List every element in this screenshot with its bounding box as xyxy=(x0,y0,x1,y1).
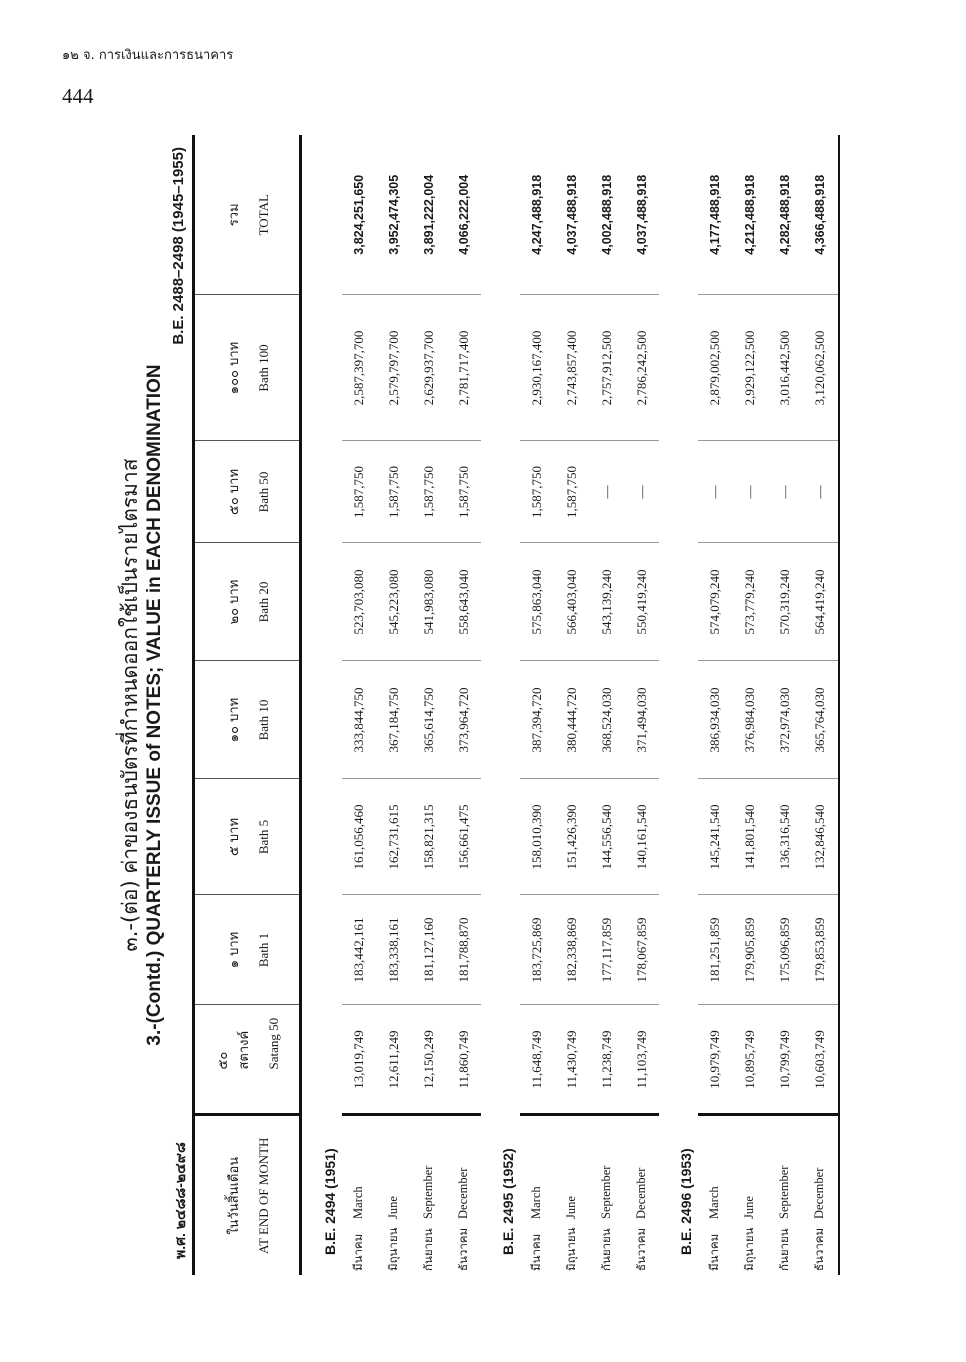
total-cell: 4,247,488,918 xyxy=(520,135,555,295)
value-cell: 11,430,749 xyxy=(555,1005,590,1115)
value-cell: 11,860,749 xyxy=(446,1005,481,1115)
value-cell: 1,587,750 xyxy=(412,441,447,543)
table-row xyxy=(802,135,839,1275)
column-header-satang50: ๕๐ สตางค์ Satang 50 xyxy=(194,1005,301,1115)
table-row xyxy=(555,135,590,1275)
month-cell xyxy=(802,1115,839,1275)
month-cell xyxy=(698,1115,733,1275)
value-cell: 175,096,859 xyxy=(767,895,802,1005)
value-cell: — xyxy=(733,441,768,543)
total-cell: 4,002,488,918 xyxy=(590,135,625,295)
value-cell: 380,444,720 xyxy=(555,661,590,779)
value-cell: 2,929,122,500 xyxy=(733,295,768,441)
table-row xyxy=(377,135,412,1275)
month-english: March xyxy=(529,1186,544,1219)
period-thai: พ.ศ. ๒๔๘๘-๒๔๙๘ xyxy=(172,1142,188,1259)
value-cell: 523,703,080 xyxy=(342,543,377,661)
value-cell: — xyxy=(802,441,839,543)
value-cell: — xyxy=(767,441,802,543)
total-cell: 3,952,474,305 xyxy=(377,135,412,295)
notes-issue-table xyxy=(192,135,840,1275)
value-cell: 141,801,540 xyxy=(733,779,768,895)
month-thai: มีนาคม xyxy=(707,1233,722,1271)
value-cell: 181,788,870 xyxy=(446,895,481,1005)
value-cell: 372,974,030 xyxy=(767,661,802,779)
value-cell: 2,786,242,500 xyxy=(624,295,659,441)
table-row xyxy=(412,135,447,1275)
value-cell: 10,979,749 xyxy=(698,1005,733,1115)
value-cell: 10,603,749 xyxy=(802,1005,839,1115)
month-cell xyxy=(733,1115,768,1275)
month-cell xyxy=(590,1115,625,1275)
month-thai: ธันวาคม xyxy=(633,1227,648,1271)
table-row xyxy=(733,135,768,1275)
value-cell: 365,764,030 xyxy=(802,661,839,779)
value-cell: 387,394,720 xyxy=(520,661,555,779)
year-row xyxy=(301,135,343,1275)
year-row xyxy=(481,135,520,1275)
value-cell: 12,150,249 xyxy=(412,1005,447,1115)
value-cell: 2,930,167,400 xyxy=(520,295,555,441)
value-cell: 12,611,249 xyxy=(377,1005,412,1115)
value-cell: 368,524,030 xyxy=(590,661,625,779)
value-cell: 2,879,002,500 xyxy=(698,295,733,441)
value-cell: 156,661,475 xyxy=(446,779,481,895)
month-cell xyxy=(767,1115,802,1275)
year-label: B.E. 2495 (1952) xyxy=(499,1148,516,1255)
value-cell: 573,779,240 xyxy=(733,543,768,661)
month-cell xyxy=(377,1115,412,1275)
table-row xyxy=(624,135,659,1275)
value-cell: 183,442,161 xyxy=(342,895,377,1005)
value-cell: 564,419,240 xyxy=(802,543,839,661)
value-cell: 3,120,062,500 xyxy=(802,295,839,441)
value-cell: 145,241,540 xyxy=(698,779,733,895)
value-cell: 1,587,750 xyxy=(342,441,377,543)
value-cell: 574,079,240 xyxy=(698,543,733,661)
value-cell: 179,853,859 xyxy=(802,895,839,1005)
month-english: September xyxy=(421,1165,436,1219)
total-cell: 4,177,488,918 xyxy=(698,135,733,295)
value-cell: 545,223,080 xyxy=(377,543,412,661)
value-cell: 365,614,750 xyxy=(412,661,447,779)
value-cell: 3,016,442,500 xyxy=(767,295,802,441)
column-header-bath10: ๑๐ บาท Bath 10 xyxy=(194,661,301,779)
value-cell: 161,056,460 xyxy=(342,779,377,895)
column-header-bath50: ๕๐ บาท Bath 50 xyxy=(194,441,301,543)
value-cell: 158,010,390 xyxy=(520,779,555,895)
month-english: September xyxy=(776,1165,791,1219)
value-cell: 10,799,749 xyxy=(767,1005,802,1115)
rotated-table-block xyxy=(108,135,840,1275)
table-row xyxy=(767,135,802,1275)
value-cell: 183,725,869 xyxy=(520,895,555,1005)
month-thai: ธันวาคม xyxy=(812,1227,827,1271)
value-cell: 1,587,750 xyxy=(446,441,481,543)
month-english: December xyxy=(812,1167,827,1219)
year-label: B.E. 2494 (1951) xyxy=(322,1148,339,1255)
month-english: December xyxy=(455,1167,470,1219)
value-cell: 1,587,750 xyxy=(520,441,555,543)
month-thai: มิถุนายน xyxy=(741,1227,756,1271)
value-cell: 575,863,040 xyxy=(520,543,555,661)
total-cell: 3,824,251,650 xyxy=(342,135,377,295)
value-cell: 158,821,315 xyxy=(412,779,447,895)
column-header-total: รวม TOTAL xyxy=(194,135,301,295)
value-cell: 570,319,240 xyxy=(767,543,802,661)
value-cell: 2,743,857,400 xyxy=(555,295,590,441)
value-cell: 181,127,160 xyxy=(412,895,447,1005)
value-cell: 2,579,797,700 xyxy=(377,295,412,441)
value-cell: 373,964,720 xyxy=(446,661,481,779)
month-english: June xyxy=(386,1196,401,1219)
table-row xyxy=(520,135,555,1275)
value-cell: — xyxy=(590,441,625,543)
month-cell xyxy=(446,1115,481,1275)
value-cell: 566,403,040 xyxy=(555,543,590,661)
value-cell: 182,338,869 xyxy=(555,895,590,1005)
value-cell: 178,067,859 xyxy=(624,895,659,1005)
year-row xyxy=(659,135,698,1275)
column-header-bath5: ๕ บาท Bath 5 xyxy=(194,779,301,895)
value-cell: 367,184,750 xyxy=(377,661,412,779)
period-english: B.E. 2488–2498 (1945–1955) xyxy=(170,147,187,345)
month-english: June xyxy=(564,1196,579,1219)
value-cell: 144,556,540 xyxy=(590,779,625,895)
running-head: ๑๒ จ. การเงินและการธนาคาร xyxy=(62,48,234,63)
table-title-thai: ๓.-(ต่อ) ค่าของธนบัตรที่กำหนดออกใช้เป็นรายไตรมาส xyxy=(118,458,142,952)
month-english: September xyxy=(598,1165,613,1219)
total-cell: 4,212,488,918 xyxy=(733,135,768,295)
value-cell: 2,757,912,500 xyxy=(590,295,625,441)
table-title-english: 3.-(Contd.) QUARTERLY ISSUE of NOTES; VALUE in EACH DENOMINATION xyxy=(144,364,165,1046)
value-cell: 1,587,750 xyxy=(377,441,412,543)
total-cell: 4,037,488,918 xyxy=(624,135,659,295)
value-cell: 151,426,390 xyxy=(555,779,590,895)
value-cell: 543,139,240 xyxy=(590,543,625,661)
value-cell: 1,587,750 xyxy=(555,441,590,543)
month-thai: กันยายน xyxy=(598,1228,613,1271)
total-cell: 4,282,488,918 xyxy=(767,135,802,295)
column-header-month: ในวันสิ้นเดือน AT END OF MONTH xyxy=(194,1115,301,1275)
column-header-bath100: ๑๐๐ บาท Bath 100 xyxy=(194,295,301,441)
month-cell xyxy=(624,1115,659,1275)
month-thai: มีนาคม xyxy=(529,1233,544,1271)
header-row xyxy=(194,135,301,1275)
total-cell: 3,891,222,004 xyxy=(412,135,447,295)
column-header-bath20: ๒๐ บาท Bath 20 xyxy=(194,543,301,661)
value-cell: 2,587,397,700 xyxy=(342,295,377,441)
value-cell: 550,419,240 xyxy=(624,543,659,661)
value-cell: 371,494,030 xyxy=(624,661,659,779)
value-cell: 13,019,749 xyxy=(342,1005,377,1115)
total-cell: 4,037,488,918 xyxy=(555,135,590,295)
value-cell: 11,648,749 xyxy=(520,1005,555,1115)
total-cell: 4,366,488,918 xyxy=(802,135,839,295)
value-cell: 136,316,540 xyxy=(767,779,802,895)
value-cell: 140,161,540 xyxy=(624,779,659,895)
table-row xyxy=(590,135,625,1275)
value-cell: 376,984,030 xyxy=(733,661,768,779)
month-cell xyxy=(520,1115,555,1275)
value-cell: 333,844,750 xyxy=(342,661,377,779)
month-thai: ธันวาคม xyxy=(455,1227,470,1271)
month-cell xyxy=(555,1115,590,1275)
value-cell: 558,643,040 xyxy=(446,543,481,661)
total-cell: 4,066,222,004 xyxy=(446,135,481,295)
table-row xyxy=(698,135,733,1275)
value-cell: 541,983,080 xyxy=(412,543,447,661)
value-cell: 132,846,540 xyxy=(802,779,839,895)
page-number: 444 xyxy=(62,84,94,108)
value-cell: 183,338,161 xyxy=(377,895,412,1005)
month-cell xyxy=(342,1115,377,1275)
value-cell: 11,103,749 xyxy=(624,1005,659,1115)
value-cell: 177,117,859 xyxy=(590,895,625,1005)
month-english: March xyxy=(707,1186,722,1219)
month-english: March xyxy=(351,1186,366,1219)
month-thai: มีนาคม xyxy=(351,1233,366,1271)
value-cell: 2,629,937,700 xyxy=(412,295,447,441)
value-cell: 386,934,030 xyxy=(698,661,733,779)
value-cell: 10,895,749 xyxy=(733,1005,768,1115)
month-thai: กันยายน xyxy=(776,1228,791,1271)
month-thai: กันยายน xyxy=(421,1228,436,1271)
table-row xyxy=(342,135,377,1275)
month-thai: มิถุนายน xyxy=(386,1227,401,1271)
value-cell: 181,251,859 xyxy=(698,895,733,1005)
table-row xyxy=(446,135,481,1275)
value-cell: 11,238,749 xyxy=(590,1005,625,1115)
value-cell: — xyxy=(698,441,733,543)
month-english: December xyxy=(633,1167,648,1219)
value-cell: 2,781,717,400 xyxy=(446,295,481,441)
month-english: June xyxy=(741,1196,756,1219)
column-header-bath1: ๑ บาท Bath 1 xyxy=(194,895,301,1005)
value-cell: 162,731,615 xyxy=(377,779,412,895)
year-label: B.E. 2496 (1953) xyxy=(677,1148,694,1255)
month-cell xyxy=(412,1115,447,1275)
month-thai: มิถุนายน xyxy=(564,1227,579,1271)
value-cell: 179,905,859 xyxy=(733,895,768,1005)
value-cell: — xyxy=(624,441,659,543)
